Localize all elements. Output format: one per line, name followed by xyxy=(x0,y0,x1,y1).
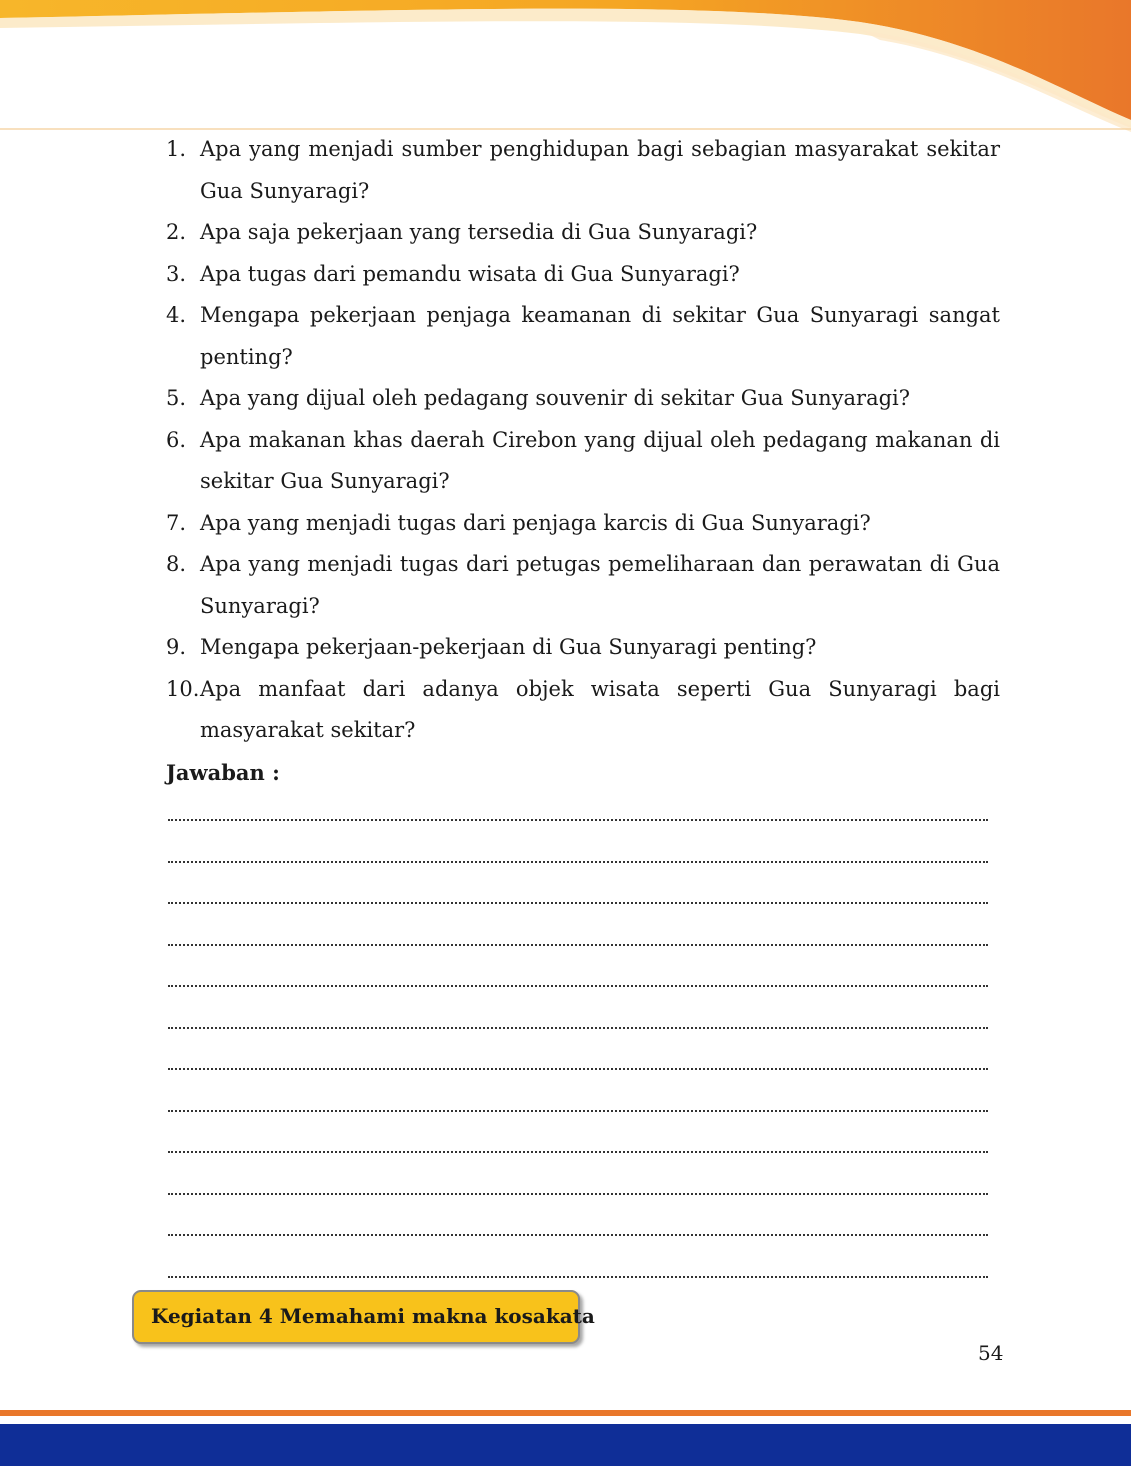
question-text: Apa makanan khas daerah Cirebon yang dijual oleh pedagang makanan di sekitar Gua Sunyaragi? xyxy=(200,427,1000,493)
question-item xyxy=(166,544,1000,627)
question-text: Apa yang menjadi sumber penghidupan bagi sebagian masyarakat sekitar Gua Sunyaragi? xyxy=(200,137,1000,203)
question-item xyxy=(166,254,1000,296)
answer-line[interactable] xyxy=(166,1167,988,1209)
question-text: Mengapa pekerjaan-pekerjaan di Gua Sunyaragi penting? xyxy=(200,635,817,659)
footer-gap xyxy=(0,1416,1131,1424)
answer-line[interactable] xyxy=(166,1250,988,1292)
answer-line[interactable] xyxy=(166,793,988,835)
question-text: Apa yang menjadi tugas dari petugas pemeliharaan dan perawatan di Gua Sunyaragi? xyxy=(200,552,1000,618)
answer-line[interactable] xyxy=(166,1208,988,1250)
question-item xyxy=(166,627,1000,669)
question-item xyxy=(166,420,1000,503)
question-number: 4. xyxy=(166,303,187,327)
question-text: Mengapa pekerjaan penjaga keamanan di sekitar Gua Sunyaragi sangat penting? xyxy=(200,303,1000,369)
answer-line[interactable] xyxy=(166,876,988,918)
question-number: 8. xyxy=(166,552,187,576)
activity-heading-box xyxy=(132,1290,595,1344)
main-content xyxy=(166,129,1000,1291)
answer-line[interactable] xyxy=(166,1042,988,1084)
question-text: Apa yang menjadi tugas dari penjaga karcis di Gua Sunyaragi? xyxy=(200,510,871,535)
answer-line[interactable] xyxy=(166,918,988,960)
question-number: 6. xyxy=(166,427,187,452)
question-item xyxy=(166,295,1000,378)
answer-line[interactable] xyxy=(166,959,988,1001)
question-item xyxy=(166,378,1000,420)
question-number: 10. xyxy=(166,676,200,701)
question-number: 5. xyxy=(166,386,187,410)
answer-line[interactable] xyxy=(166,1125,988,1167)
question-number: 7. xyxy=(166,510,187,535)
question-text: Apa manfaat dari adanya objek wisata seperti Gua Sunyaragi bagi masyarakat sekitar? xyxy=(200,676,1000,742)
question-number: 9. xyxy=(166,635,187,659)
question-text: Apa saja pekerjaan yang tersedia di Gua Sunyaragi? xyxy=(200,220,758,244)
activity-heading-label: Kegiatan 4 Memahami makna kosakata xyxy=(151,1304,595,1328)
question-item xyxy=(166,212,1000,254)
header-wave-decoration xyxy=(0,0,1131,140)
answer-lines xyxy=(166,793,1000,1291)
answer-label: Jawaban : xyxy=(166,759,280,785)
answer-line[interactable] xyxy=(166,835,988,877)
question-text: Apa yang dijual oleh pedagang souvenir di sekitar Gua Sunyaragi? xyxy=(200,386,911,410)
footer-blue-band xyxy=(0,1424,1131,1466)
question-item xyxy=(166,669,1000,752)
question-number: 3. xyxy=(166,261,187,286)
question-item xyxy=(166,129,1000,212)
question-item xyxy=(166,503,1000,545)
question-list xyxy=(166,129,1000,752)
answer-line[interactable] xyxy=(166,1084,988,1126)
question-number: 1. xyxy=(166,137,187,161)
answer-line[interactable] xyxy=(166,1001,988,1043)
page-number: 54 xyxy=(978,1341,1004,1365)
question-number: 2. xyxy=(166,220,187,244)
question-text: Apa tugas dari pemandu wisata di Gua Sunyaragi? xyxy=(200,261,740,286)
